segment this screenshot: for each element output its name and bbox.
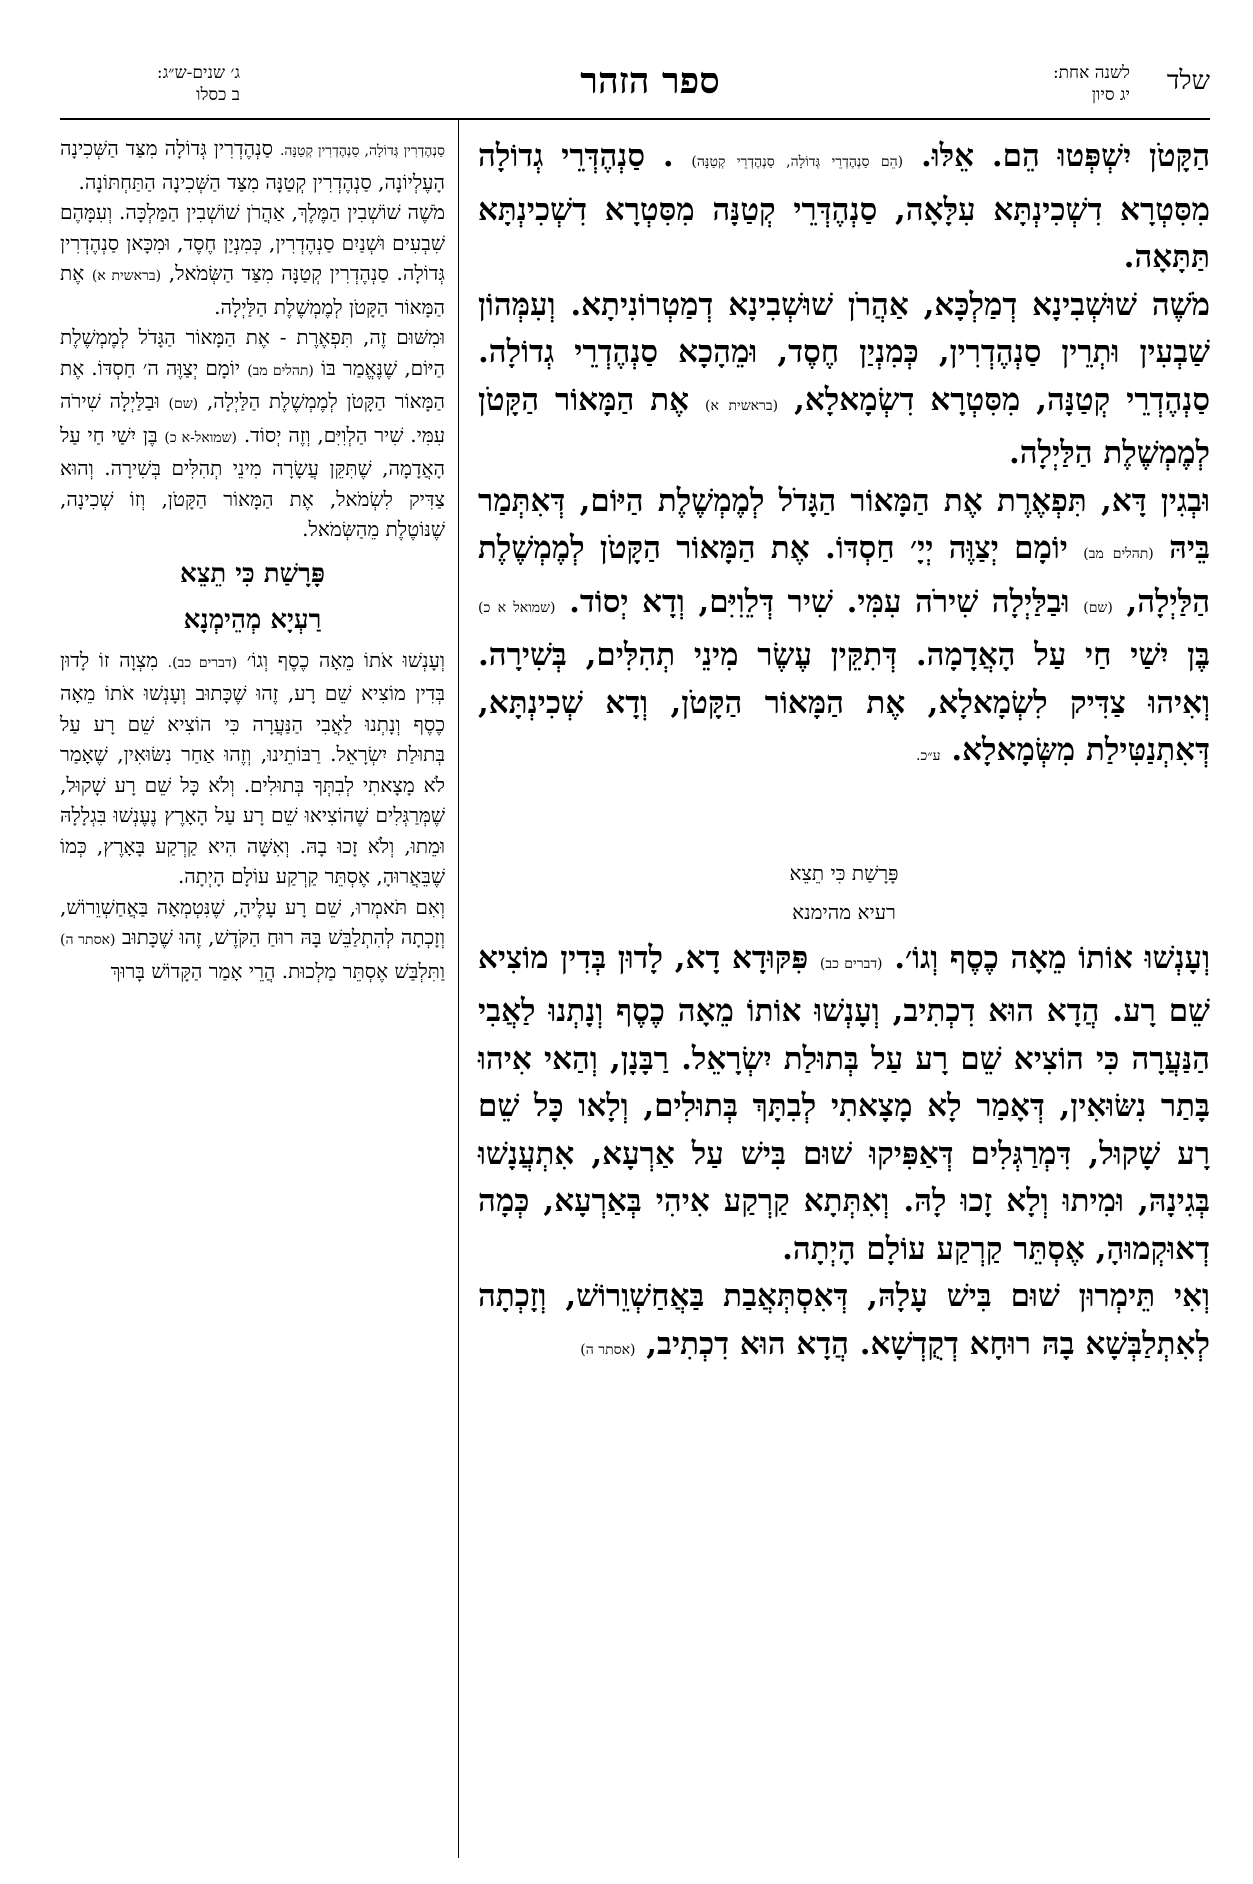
main-column: [478, 133, 1210, 1374]
main-text: וְאִי תֵּימְרוּן שׁוּם בִּישׁ עָלָהּ, דְּאִסְתְּאֲבַת בַּאֲחַשְׁוֵרוֹשׁ, וְזָכְתָה לְאִתְלַבְּשָׁא בָהּ רוּחָא דְקֻדְשָׁא. הֲדָא הוּא דִכְתִיב,: [478, 1278, 1210, 1362]
end-marker: ע״כ.: [916, 748, 941, 764]
side-text: בֶּן יִשַׁי חַי עַל הָאֲדָמָה, שֶׁתִּקֵּן עֲשָׂרָה מִינֵי תְהִלִּים בְּשִׁירָה. וְהוּא צַדִּיק לִשְׂמֹאל, אֶת הַמָּאוֹר הַקָּטֹן, וְזוֹ שְׁכִינָה, שֶׁנּוֹטֶלֶת מֵהַשְּׂמֹאל.: [60, 422, 445, 541]
translation-column: [60, 133, 445, 986]
main-inline-note: (הֵם סַנְהֶדְרֵי גְּדוֹלָה, סַנְהֶדְרֵי קְטַנָּה): [691, 154, 904, 170]
side-inline-note: סַנְהֶדְרִין גְּדוֹלָה, סַנְהֶדְרִין קְטַנָּה.: [279, 143, 445, 159]
header-right-line1: לשנה אחת:: [1052, 63, 1130, 83]
page-number: שלד: [1166, 66, 1210, 96]
main-text: הַקָּטֹן יִשְׁפְּטוּ הֵם. אֵלּוּ.: [920, 138, 1211, 174]
main-text: סַנְהֶדְּרֵי גְדוֹלָה מִסִּטְרָא דִשְׁכִינְתָּא עִלָּאָה, סַנְהֶדְּרֵי קְטַנָּה מִסִּטְרָא דִשְׁכִינְתָּא תַּתָּאָה.: [478, 138, 1210, 275]
side-text: סַנְהֶדְרִין גְּדוֹלָה מִצַּד הַשְּׁכִינָה הָעֶלְיוֹנָה, סַנְהֶדְרִין קְטַנָּה מִצַּד הַשְּׁכִינָה הַתַּחְתּוֹנָה.: [60, 136, 445, 194]
side-source-ref: (אסתר ה): [60, 932, 116, 948]
side-source-ref: (שם): [168, 396, 199, 412]
side-parasha-heading: פָּרָשַׁת כִּי תֵצֵא: [180, 558, 325, 589]
side-paragraph: [60, 892, 445, 987]
side-text: וּמִשּׁוּם זֶה, תִּפְאֶרֶת - אֶת הַמָּאוֹר הַגָּדֹל לְמֶמְשֶׁלֶת הַיּוֹם, שֶׁנֶּאֱמַר בּוֹ: [60, 325, 446, 380]
main-source-ref: (שמואל א כ): [478, 599, 556, 616]
header-right-line2: יג סיון: [1091, 85, 1130, 105]
side-text: וּבַלַּיְלָה שִׁירֹה עִמִּי. שִׁיר הַלְוִיִּם, וְזֶה יְסוֹד.: [60, 389, 446, 447]
side-source-ref: (תהלים מב): [247, 362, 314, 379]
page-header: [60, 58, 1210, 118]
side-paragraph: [60, 133, 445, 197]
main-text: יוֹמָם יְצַוֶּה יְיָ׳ חַסְדּוֹ. אֶת הַמָּאוֹר הַקָּטֹן לְמֶמְשֶׁלֶת הַלַּיְלָה,: [478, 530, 1211, 620]
page: [60, 58, 1210, 1858]
main-paragraph: [478, 282, 1210, 478]
main-paragraph: הַקָּטֹן יִשְׁפְּטוּ הֵם. אֵלּוּ. (הֵם סַנְהֶדְרֵי גְּדוֹלָה, סַנְהֶדְרֵי קְטַנָּה) . סַנְהֶדְּרֵי גְדוֹלָה מִסִּטְרָא דִשְׁכִינְתָּא עִלָּאָה, סַנְהֶדְּרֵי קְטַנָּה מִסִּטְרָא דִשְׁכִינְתָּא תַּתָּאָה.: [478, 138, 1211, 275]
side-paragraph: [60, 645, 445, 892]
main-text: וּבַלַּיְלָה שִׁירֹה עִמִּי. שִׁיר דְּלֵוִיִּם, וְדָא יְסוֹד.: [569, 583, 1070, 620]
side-text: וְעָנְשׁוּ אֹתוֹ מֵאָה כֶסֶף וְגוֹ׳: [246, 647, 446, 672]
header-right-note: [1053, 62, 1130, 106]
book-title: ספר הזהר: [580, 60, 720, 102]
side-paragraph: [60, 322, 445, 545]
side-text: וַתִּלְבַּשׁ אֶסְתֵּר מַלְכוּת. הֲרֵי אָמַר הַקָּדוֹשׁ בָּרוּךְ: [110, 958, 445, 983]
main-source-ref: (תהלים מב): [1083, 546, 1154, 562]
main-source-ref: (אסתר ה): [580, 1341, 636, 1358]
main-section-heading: רעיא מהימנא: [792, 899, 896, 924]
side-source-ref: (בראשית א): [91, 268, 162, 284]
main-text: בֶּן יִשַׁי חַי עַל הָאֲדָמָה. דְּתִקֵּין עֶשֶׂר מִינֵי תְהִלִּים, בְּשִׁירָה. וְאִיהוּ צַדִּיק לִשְׂמָאלָא, אֶת הַמָּאוֹר הַקָּטֹן, וְדָא שְׁכִינְתָּא, דְּאִתְנַטִּילַת מִשְּׂמָאלָא.: [478, 637, 1210, 768]
side-text: אֶת הַמָּאוֹר הַקָּטֹן לְמֶמְשֶׁלֶת הַלַּיְלָה.: [60, 261, 445, 319]
side-source-ref: (שמואל-א כ): [164, 429, 237, 446]
main-source-ref: (בראשית א): [705, 397, 779, 414]
header-left-line2: ב כסלו: [196, 85, 240, 105]
side-text: וְאִם תֹּאמְרוּ, שֵׁם רָע עָלֶיהָ, שֶׁנִּטְמְאָה בַּאֲחַשְׁוֵרוֹשׁ, וְזָכְתָה לְהִתְלַבֵּשׁ בָּהּ רוּחַ הַקֹּדֶשׁ, זֶהוּ שֶׁכָּתוּב: [60, 894, 446, 949]
main-paragraph: [478, 478, 1210, 781]
side-text: מֹשֶׁה שׁוֹשְׁבִין הַמֶּלֶךְ, אַהֲרֹן שׁוֹשְׁבִין הַמַּלְכָּה. וְעִמָּהֶם שִׁבְעִים וּשְׁנַיִם סַנְהֶדְרִין, כְּמִנְיַן חֶסֶד, וּמִכָּאן סַנְהֶדְרִין גְּדוֹלָה. סַנְהֶדְרִין קְטַנָּה מִצַּד הַשְּׂמֹאל,: [60, 200, 446, 285]
main-text: אֶת הַמָּאוֹר הַקָּטֹן לְמֶמְשֶׁלֶת הַלַּיְלָה.: [478, 381, 1210, 471]
main-text: מֹשֶׁה שׁוּשְׁבִינָא דְמַלְכָּא, אַהֲרֹן שׁוּשְׁבִינָא דְמַטְרוֹנִיתָא. וְעִמְּהוֹן שַׁבְעִין וּתְרֵין סַנְהֶדְרִין, כְּמִנְיַן חֶסֶד, וּמֵהָכָא סַנְהֶדְרֵי גְדוֹלָה. סַנְהֶדְרֵי קְטַנָּה, מִסִּטְרָא דִשְׂמָאלָא,: [478, 286, 1211, 418]
side-text: יוֹמָם יְצַוֶּה ה׳ חַסְדּוֹ. אֶת הַמָּאוֹר הַקָּטֹן לְמֶמְשֶׁלֶת הַלַּיְלָה,: [60, 355, 445, 413]
main-text: וּבְגִין דָּא, תִּפְאֶרֶת אֶת הַמָּאוֹר הַגָּדֹל לְמֶמְשֶׁלֶת הַיּוֹם, דְּאִתְּמַר בֵּיהּ: [478, 482, 1210, 566]
header-left-line1: ג׳ שנים-ש״ג:: [156, 63, 240, 83]
main-source-ref: (דברים כב): [819, 955, 883, 972]
main-text: וְעָנְשׁוּ אוֹתוֹ מֵאָה כֶסֶף וְגוֹ׳.: [894, 939, 1211, 976]
side-source-ref: (דברים כב).: [167, 654, 238, 671]
side-paragraph: [60, 197, 445, 322]
header-divider: [60, 118, 1210, 120]
side-section-heading: רַעְיָא מְהֵימְנָא: [183, 604, 322, 635]
column-divider: [458, 120, 459, 1858]
main-parasha-heading: פָּרָשַׁת כִּי תֵצֵא: [789, 860, 899, 885]
main-text: פִּקּוּדָא דָא, לָדוּן בְּדִין מוֹצִיא שֵׁם רָע. הֲדָא הוּא דִכְתִיב, וְעָנְשׁוּ אוֹתוֹ מֵאָה כֶסֶף וְנָתְנוּ לַאֲבִי הַנַּעֲרָה כִּי הוֹצִיא שֵׁם רָע עַל בְּתוּלַת יִשְׂרָאֵל. רַבָּנָן, וְהַאי אִיהוּ בָּתַר נִשּׂוּאִין, דְּאָמַר לָא מָצָאתִי לְבִתָּךְ בְּתוּלִים, וְלָאו כָּל שֵׁם רָע שָׁקוּל, דִּמְרַגְּלִים דְּאַפִּיקוּ שׁוּם בִּישׁ עַל אַרְעָא, אִתְעֲנָשׁוּ בְּגִינָהּ, וּמִיתוּ וְלָא זָכוּ לָהּ. וְאִתְּתָא קַרְקַע אִיהִי בְּאַרְעָא, כְּמָה דְאוּקְמוּהָ, אֶסְתֵּר קַרְקַע עוֹלָם הָיְתָה.: [478, 939, 1210, 1267]
side-text: מִצְוָה זוֹ לָדוּן בְּדִין מוֹצִיא שֵׁם רָע, זֶהוּ שֶׁכָּתוּב וְעָנְשׁוּ אֹתוֹ מֵאָה כֶסֶף וְנָתְנוּ לַאֲבִי הַנַּעֲרָה כִּי הוֹצִיא שֵׁם רָע עַל בְּתוּלַת יִשְׂרָאֵל. רַבּוֹתֵינוּ, וְזֶהוּ אַחַר נִשּׂוּאִין, שֶׁאָמַר לֹא מָצָאתִי לְבִתְּךָ בְּתוּלִים. וְלֹא כָּל שֵׁם רָע שָׁקוּל, שֶׁמְּרַגְּלִים שֶׁהוֹצִיאוּ שֵׁם רָע עַל הָאָרֶץ נֶעֶנְשׁוּ בִּגְלָלָהּ וּמֵתוּ, וְלֹא זָכוּ בָהּ. וְאִשָּׁה הִיא קַרְקַע בָּאָרֶץ, כְּמוֹ שֶׁבֵּאֲרוּהָ, אֶסְתֵּר קַרְקַע עוֹלָם הָיְתָה.: [60, 647, 445, 888]
main-source-ref: (שם): [1083, 599, 1113, 616]
header-left-note: [60, 62, 240, 106]
main-paragraph: [478, 1273, 1210, 1374]
main-paragraph: [478, 935, 1210, 1274]
